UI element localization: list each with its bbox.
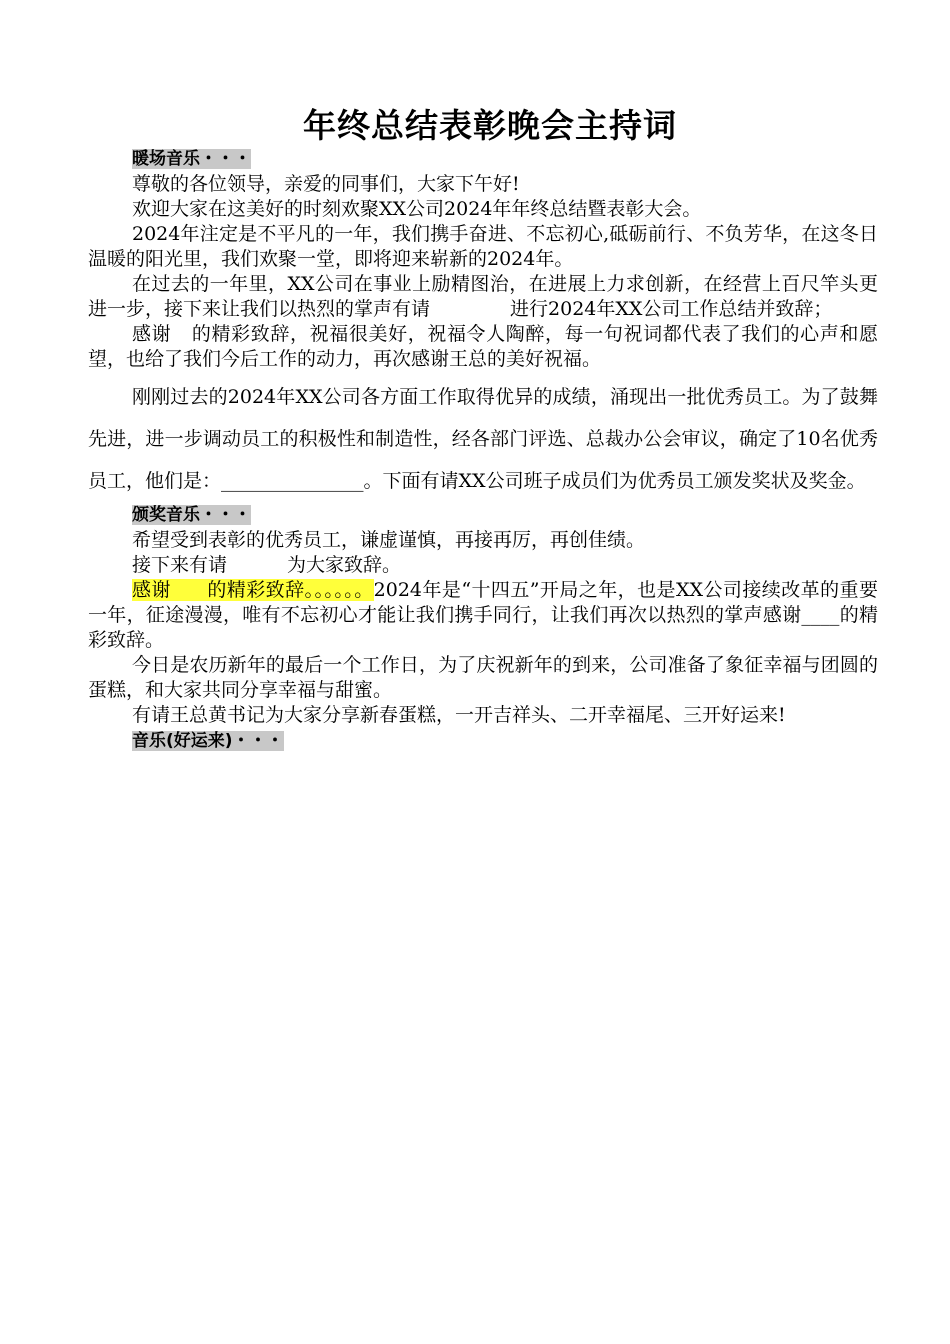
text-segment: 进行2024年XX公司工作总结并致辞； — [510, 298, 833, 320]
paragraph-greeting: 尊敬的各位领导，亲爱的同事们，大家下午好! — [132, 173, 520, 195]
cue-label: 暖场音乐・・・ — [132, 149, 251, 169]
cue-final-music — [88, 728, 878, 754]
text-segment: 的精彩致辞。 — [88, 604, 878, 651]
cue-warmup-music — [88, 146, 878, 172]
paragraph-thanks — [88, 322, 878, 372]
text-segment: 的精彩致辞。。。。。。 — [206, 579, 374, 601]
paragraph-new-year: 今日是农历新年的最后一个工作日，为了庆祝新年的到来，公司准备了象征幸福与团圆的蛋糕，和大家共同分享幸福与甜蜜。 — [88, 654, 878, 701]
paragraph-hope: 希望受到表彰的优秀员工，谦虚谨慎，再接再厉，再创佳绩。 — [132, 529, 646, 551]
text-segment: 2024年是“十四五”开局之年，也是XX公司接续改革的重要一年，征途漫漫，唯有不忘初心才能让我们携手同行，让我们再次以热烈的掌声感谢 — [88, 579, 878, 626]
cue-label: 颁奖音乐・・・ — [132, 505, 251, 525]
paragraph-next-speaker — [88, 553, 878, 578]
document-body — [88, 146, 878, 754]
text-segment: 感谢 — [132, 579, 171, 601]
thanks-blank: ____ — [801, 604, 840, 626]
paragraph-awards — [88, 376, 878, 502]
text-segment: 接下来有请 — [132, 554, 228, 576]
page-title: 年终总结表彰晚会主持词 — [303, 106, 677, 145]
text-segment: 。下面有请XX公司班子成员们为优秀员工颁发奖状及奖金。 — [363, 470, 866, 492]
paragraph-cake: 有请王总黄书记为大家分享新春蛋糕，一开吉祥头、二开幸福尾、三开好运来! — [132, 704, 786, 726]
text-segment: 感谢 — [132, 323, 172, 345]
cue-award-music — [88, 502, 878, 528]
text-segment: 为大家致辞。 — [287, 554, 402, 576]
paragraph-plan — [88, 578, 878, 653]
text-segment: 刚刚过去的2024年XX公司各方面工作取得优异的成绩，涌现出一批优秀员工。为了鼓舞先进，进一步调动员工的积极性和制造性，经各部门评选、总裁办公会审议，确定了10名优秀员工，他们是： — [88, 386, 878, 492]
paragraph-year: 2024年注定是不平凡的一年，我们携手奋进、不忘初心,砥砺前行、不负芳华，在这冬日温暖的阳光里，我们欢聚一堂，即将迎来崭新的2024年。 — [88, 223, 878, 270]
paragraph-welcome: 欢迎大家在这美好的时刻欢聚XX公司2024年年终总结暨表彰大会。 — [132, 198, 702, 220]
paragraph-past-year — [88, 272, 878, 322]
text-segment: 在过去的一年里，XX公司在事业上励精图治，在进展上力求创新，在经营上百尺竿头更进一步，接下来让我们以热烈的掌声有请 — [88, 273, 878, 320]
awardee-blank: _______________ — [221, 470, 364, 492]
highlighted-text — [132, 579, 374, 601]
text-segment: 的精彩致辞，祝福很美好，祝福令人陶醉，每一句祝词都代表了我们的心声和愿望，也给了我们今后工作的动力，再次感谢王总的美好祝福。 — [88, 323, 878, 370]
cue-label: 音乐(好运来)・・・ — [132, 731, 284, 751]
